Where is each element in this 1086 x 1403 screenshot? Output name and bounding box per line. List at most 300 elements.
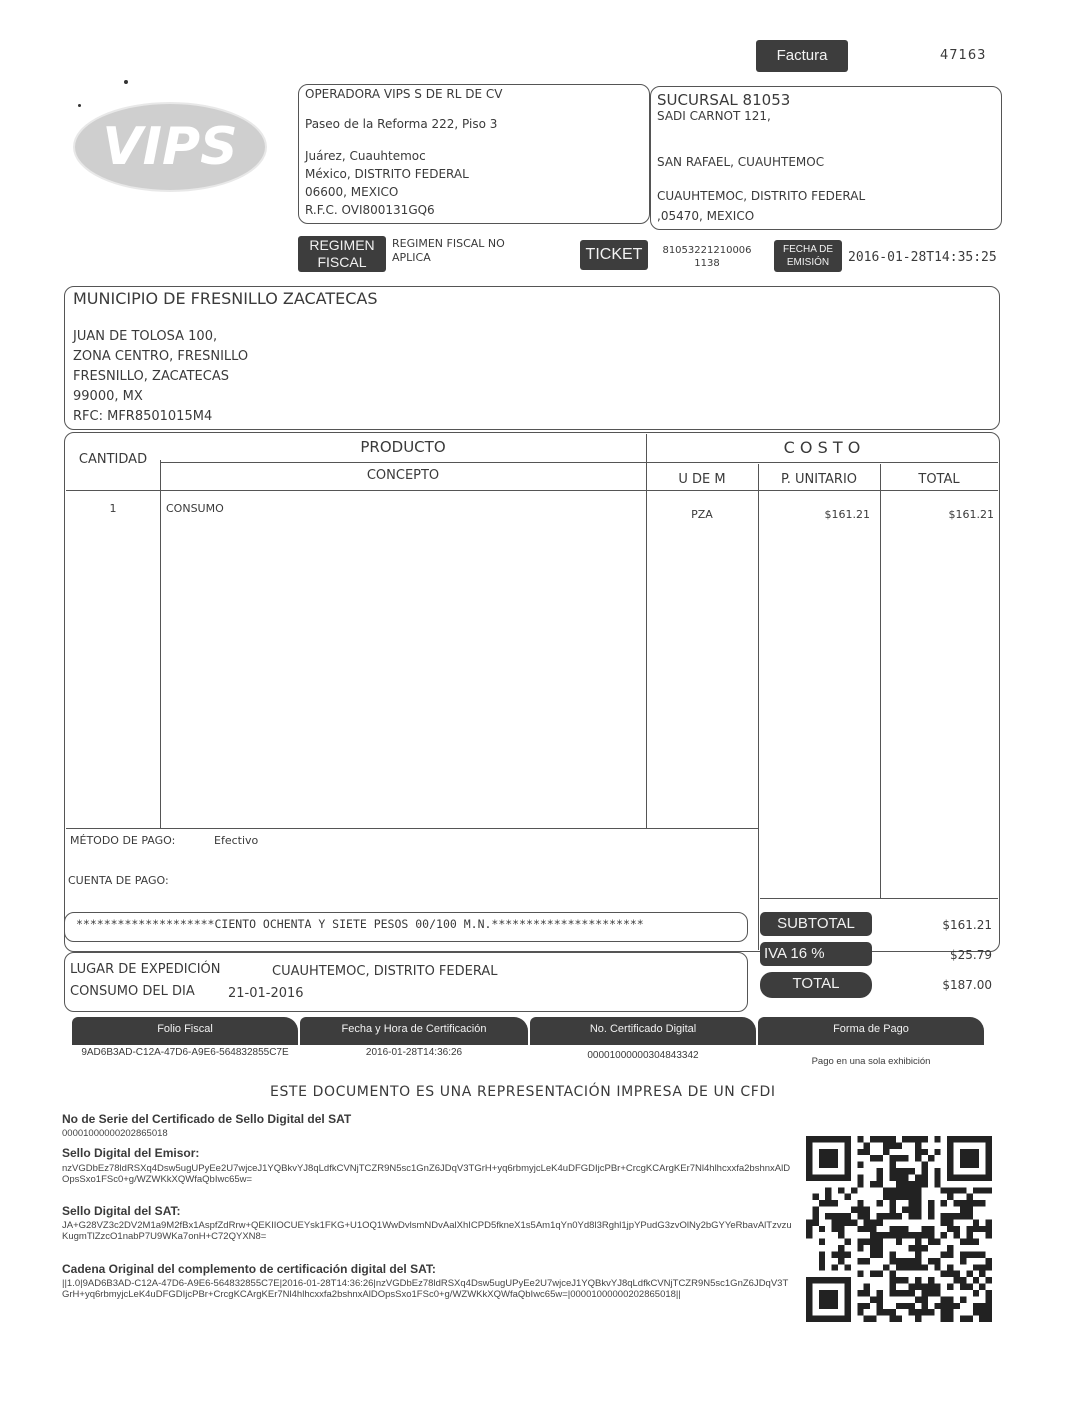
qr-module [844,1194,850,1200]
qr-module [857,1149,863,1155]
qr-module [909,1168,915,1174]
qr-module [864,1207,870,1213]
qr-module [986,1149,992,1155]
qr-module [947,1219,953,1225]
qr-module [947,1309,953,1315]
qr-module [947,1245,953,1251]
qr-module [825,1303,831,1309]
qr-module [838,1258,844,1264]
qr-module [915,1142,921,1148]
qr-module [825,1290,831,1296]
qr-module [928,1284,934,1290]
logo-text: VIPS [102,117,238,177]
qr-module [973,1303,979,1309]
qr-module [979,1251,985,1257]
qr-module [844,1136,850,1142]
qr-module [909,1200,915,1206]
qr-module [838,1213,844,1219]
table-divider [646,434,647,828]
cadena-original-label: Cadena Original del complemento de certificación digital del SAT: [62,1262,436,1276]
qr-module [986,1316,992,1322]
consumo-dia-label: CONSUMO DEL DIA [70,984,195,999]
qr-module [832,1213,838,1219]
qr-module [864,1303,870,1309]
qr-module [973,1149,979,1155]
qr-module [979,1284,985,1290]
qr-module [883,1149,889,1155]
qr-module [896,1187,902,1193]
qr-module [806,1284,812,1290]
scan-speck [124,80,128,84]
emisor-city: Juárez, Cuauhtemoc [305,149,426,163]
qr-module [825,1296,831,1302]
qr-module [928,1207,934,1213]
qr-module [870,1271,876,1277]
qr-module [889,1168,895,1174]
qr-module [877,1155,883,1161]
udm-header: U DE M [678,472,726,487]
qr-module [812,1174,818,1180]
qr-module [960,1239,966,1245]
qr-module [864,1149,870,1155]
qr-module [851,1219,857,1225]
qr-module [934,1264,940,1270]
emisor-rfc: R.F.C. OVI800131GQ6 [305,203,435,217]
qr-module [896,1316,902,1322]
qr-module [883,1187,889,1193]
qr-module [915,1181,921,1187]
qr-module [941,1316,947,1322]
qr-module [973,1200,979,1206]
qr-module [909,1213,915,1219]
qr-module [934,1303,940,1309]
qr-module [864,1226,870,1232]
qr-module [921,1181,927,1187]
qr-module [960,1162,966,1168]
qr-module [857,1309,863,1315]
qr-module [954,1226,960,1232]
qr-module [870,1316,876,1322]
qr-module [909,1187,915,1193]
qr-module [909,1136,915,1142]
qr-module [960,1200,966,1206]
cantidad-header: CANTIDAD [78,452,148,467]
qr-module [915,1316,921,1322]
qr-module [960,1155,966,1161]
lugar-expedicion-value: CUAUHTEMOC, DISTRITO FEDERAL [272,964,498,979]
qr-module [960,1207,966,1213]
qr-module [960,1149,966,1155]
sello-emisor-value: nzVGDbEz78ldRSXq4Dsw5ugUPyEe2U7wjceJ1YQBkvYJ8qLdfkCVNjTCZR9N5sc1GnZ6JDqV3TGrH+yq6rbmyjcLeK4uDFGDIjcPBr+CrcgKCArgKEr7Nl4hlhcxxfa2bshnxAlDOpsSxo1FSc0+g/WZWKkXQWfaQbIwc65w= [62,1163,791,1185]
qr-module [870,1251,876,1257]
qr-module [877,1168,883,1174]
qr-module [973,1290,979,1296]
qr-module [896,1155,902,1161]
qr-module [896,1232,902,1238]
qr-module [857,1174,863,1180]
qr-module [877,1271,883,1277]
qr-module [844,1149,850,1155]
qr-module [973,1162,979,1168]
qr-module [806,1303,812,1309]
sucursal-box [650,86,1002,230]
emisor-box [298,84,650,224]
qr-module [915,1258,921,1264]
qr-module [909,1264,915,1270]
qr-module [947,1296,953,1302]
qr-module [954,1136,960,1142]
qr-module [947,1226,953,1232]
qr-module [966,1149,972,1155]
qr-module [889,1309,895,1315]
qr-module [960,1284,966,1290]
qr-module [844,1296,850,1302]
total-value: $187.00 [942,978,992,992]
qr-module [857,1181,863,1187]
table-divider [160,462,998,463]
qr-module [947,1264,953,1270]
qr-module [877,1136,883,1142]
subtotal-label: SUBTOTAL [760,912,872,936]
qr-module [883,1194,889,1200]
cuenta-pago-label: CUENTA DE PAGO: [68,874,169,887]
qr-module [806,1136,812,1142]
qr-module [896,1264,902,1270]
folio-fiscal-header: Folio Fiscal [72,1017,298,1045]
qr-module [902,1232,908,1238]
qr-module [979,1226,985,1232]
qr-module [883,1213,889,1219]
qr-module [986,1232,992,1238]
qr-module [806,1174,812,1180]
qr-module [915,1277,921,1283]
qr-module [883,1142,889,1148]
ticket-value-line-2: 1138 [694,258,720,269]
qr-module [941,1219,947,1225]
qr-module [889,1316,895,1322]
qr-module [825,1136,831,1142]
qr-module [947,1284,953,1290]
qr-module [832,1264,838,1270]
qr-module [902,1187,908,1193]
qr-module [806,1316,812,1322]
qr-module [838,1226,844,1232]
costo-header: C O S T O [783,438,861,457]
qr-module [973,1155,979,1161]
table-divider [758,464,759,950]
qr-module [915,1309,921,1315]
qr-module [973,1239,979,1245]
qr-module [870,1296,876,1302]
qr-module [915,1239,921,1245]
qr-module [877,1219,883,1225]
qr-module [877,1251,883,1257]
qr-module [979,1303,985,1309]
qr-module [979,1200,985,1206]
qr-module [915,1284,921,1290]
qr-module [844,1264,850,1270]
qr-module [902,1181,908,1187]
qr-module [947,1168,953,1174]
qr-module [934,1181,940,1187]
qr-module [877,1232,883,1238]
qr-module [947,1174,953,1180]
row-concepto: CONSUMO [166,502,224,515]
qr-module [921,1136,927,1142]
qr-module [954,1213,960,1219]
qr-module [857,1226,863,1232]
qr-module [947,1251,953,1257]
qr-module [838,1277,844,1283]
qr-module [889,1290,895,1296]
qr-module [915,1213,921,1219]
qr-module [966,1174,972,1180]
qr-module [883,1309,889,1315]
qr-module [973,1251,979,1257]
qr-module [857,1136,863,1142]
qr-module [928,1226,934,1232]
qr-module [986,1174,992,1180]
qr-module [812,1219,818,1225]
qr-module [909,1290,915,1296]
qr-module [864,1290,870,1296]
qr-module [986,1277,992,1283]
qr-module [832,1251,838,1257]
qr-module [832,1219,838,1225]
qr-module [915,1251,921,1257]
qr-module [934,1290,940,1296]
qr-module [864,1142,870,1148]
qr-module [896,1303,902,1309]
qr-module [928,1277,934,1283]
qr-module [928,1200,934,1206]
qr-module [986,1258,992,1264]
qr-module [928,1213,934,1219]
qr-module [902,1303,908,1309]
qr-module [819,1296,825,1302]
qr-module [844,1213,850,1219]
qr-module [928,1239,934,1245]
qr-module [921,1232,927,1238]
qr-module [889,1226,895,1232]
qr-module [902,1194,908,1200]
qr-module [921,1245,927,1251]
qr-module [819,1239,825,1245]
qr-module [909,1309,915,1315]
qr-module [832,1303,838,1309]
qr-module [889,1200,895,1206]
row-cantidad: 1 [109,502,117,515]
qr-module [954,1187,960,1193]
qr-module [941,1303,947,1309]
qr-module [857,1258,863,1264]
cfdi-note: ESTE DOCUMENTO ES UNA REPRESENTACIÓN IMPRESA DE UN CFDI [270,1084,776,1100]
qr-module [812,1213,818,1219]
qr-module [825,1187,831,1193]
qr-module [960,1277,966,1283]
qr-module [864,1316,870,1322]
qr-module [928,1290,934,1296]
qr-module [902,1174,908,1180]
qr-module [819,1290,825,1296]
qr-module [870,1155,876,1161]
qr-module [973,1136,979,1142]
consumo-dia-value: 21-01-2016 [228,986,304,1001]
qr-module [825,1316,831,1322]
qr-module [947,1149,953,1155]
qr-module [877,1181,883,1187]
qr-module [947,1187,953,1193]
receptor-box [64,286,1000,430]
concepto-header: CONCEPTO [366,468,440,483]
ticket-label: TICKET [580,240,648,270]
qr-module [844,1251,850,1257]
qr-module [870,1219,876,1225]
qr-module [870,1226,876,1232]
row-total: $161.21 [948,508,994,521]
qr-module [947,1213,953,1219]
emisor-state: México, DISTRITO FEDERAL [305,167,469,181]
qr-module [877,1239,883,1245]
qr-module [966,1271,972,1277]
qr-module [934,1168,940,1174]
table-divider [160,460,161,828]
ticket-value-line-1: 81053221210006 [662,245,752,256]
qr-module [844,1284,850,1290]
qr-module [819,1162,825,1168]
qr-module [966,1200,972,1206]
qr-module [986,1309,992,1315]
receptor-colonia: ZONA CENTRO, FRESNILLO [73,349,249,364]
qr-module [877,1245,883,1251]
qr-module [947,1162,953,1168]
qr-module [870,1181,876,1187]
qr-module [960,1174,966,1180]
qr-module [883,1136,889,1142]
qr-module [812,1136,818,1142]
qr-module [877,1303,883,1309]
qr-module [921,1290,927,1296]
qr-module [986,1296,992,1302]
qr-module [838,1232,844,1238]
qr-module [902,1226,908,1232]
qr-module [838,1136,844,1142]
qr-module [966,1194,972,1200]
qr-module [870,1136,876,1142]
serie-certificado-label: No de Serie del Certificado de Sello Digital del SAT [62,1112,352,1126]
qr-module [941,1251,947,1257]
qr-module [941,1213,947,1219]
qr-module [941,1309,947,1315]
qr-module [857,1303,863,1309]
no-certificado-header: No. Certificado Digital [530,1017,756,1045]
regimen-fiscal-value: REGIMEN FISCAL NO APLICA [392,237,505,264]
qr-module [857,1271,863,1277]
qr-module [966,1316,972,1322]
qr-module [889,1174,895,1180]
qr-module [986,1168,992,1174]
qr-module [934,1174,940,1180]
qr-module [947,1303,953,1309]
sello-emisor-label: Sello Digital del Emisor: [62,1146,200,1160]
qr-module [986,1155,992,1161]
sucursal-city: CUAUHTEMOC, DISTRITO FEDERAL [657,189,866,203]
qr-module [832,1162,838,1168]
qr-module [921,1174,927,1180]
qr-module [825,1277,831,1283]
qr-module [960,1258,966,1264]
qr-module [954,1271,960,1277]
qr-module [857,1290,863,1296]
qr-module [896,1168,902,1174]
iva-label: IVA 16 % [760,942,872,966]
qr-module [973,1277,979,1283]
qr-module [966,1232,972,1238]
qr-module [934,1284,940,1290]
qr-module [966,1251,972,1257]
qr-module [921,1284,927,1290]
qr-module [812,1316,818,1322]
qr-module [934,1258,940,1264]
qr-module [909,1258,915,1264]
fecha-certificacion-header: Fecha y Hora de Certificación [300,1017,528,1045]
qr-module [832,1149,838,1155]
receptor-city: FRESNILLO, ZACATECAS [73,369,229,384]
qr-module [889,1207,895,1213]
row-udm: PZA [691,508,713,521]
qr-module [909,1245,915,1251]
qr-module [819,1316,825,1322]
qr-module [806,1219,812,1225]
qr-module [954,1232,960,1238]
ticket-value [652,244,762,270]
qr-module [896,1239,902,1245]
metodo-pago-label: MÉTODO DE PAGO: [70,834,176,847]
qr-module [838,1251,844,1257]
qr-module [812,1194,818,1200]
qr-module [812,1277,818,1283]
qr-module [819,1155,825,1161]
qr-module [909,1303,915,1309]
table-divider [760,898,998,899]
qr-module [806,1309,812,1315]
qr-module [921,1296,927,1302]
qr-module [832,1316,838,1322]
qr-module [902,1258,908,1264]
qr-module [921,1162,927,1168]
qr-module [844,1316,850,1322]
qr-module [902,1207,908,1213]
qr-module [825,1213,831,1219]
vips-logo [72,100,268,194]
qr-module [960,1251,966,1257]
qr-module [844,1162,850,1168]
qr-module [915,1200,921,1206]
qr-module [844,1168,850,1174]
qr-module [896,1181,902,1187]
qr-module [838,1174,844,1180]
qr-module [986,1219,992,1225]
qr-module [966,1207,972,1213]
qr-module [819,1277,825,1283]
sucursal-street: SADI CARNOT 121, [657,109,771,123]
qr-module [889,1258,895,1264]
qr-module [921,1226,927,1232]
qr-module [819,1136,825,1142]
qr-module [844,1142,850,1148]
qr-module [889,1277,895,1283]
qr-module [819,1226,825,1232]
